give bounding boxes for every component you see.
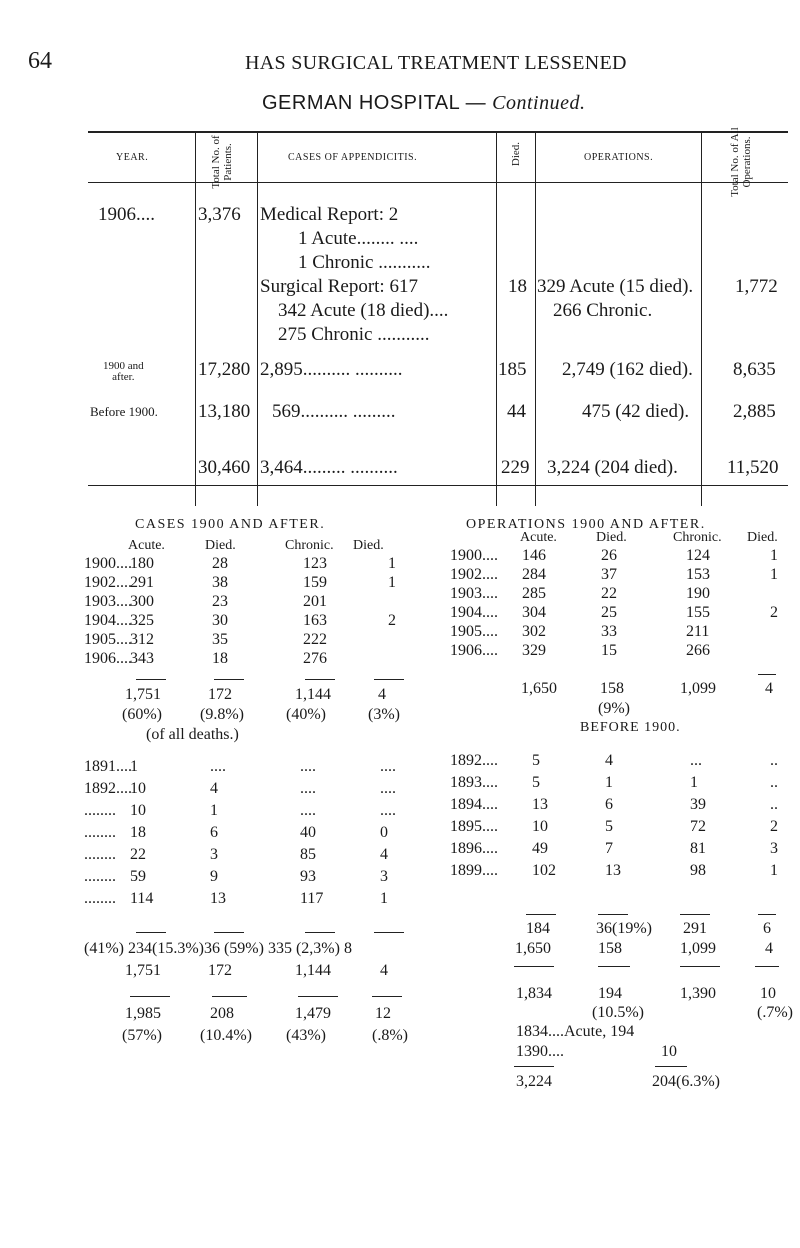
- row-year-line: 1900 and: [103, 360, 144, 372]
- header-operations: OPERATIONS.: [584, 152, 654, 163]
- table-head-rule: [88, 182, 788, 183]
- table-cell: 10: [130, 802, 146, 819]
- row-year: 1892....: [84, 780, 132, 797]
- table-cell: 312: [130, 631, 154, 648]
- rule: [514, 966, 554, 967]
- table-cell: 285: [522, 585, 546, 602]
- left-title: CASES 1900 AND AFTER.: [135, 517, 326, 532]
- left-total-died: 172: [208, 686, 232, 703]
- table-cell: 59: [130, 868, 146, 885]
- right-total-died: 158: [600, 680, 624, 697]
- table-cell: 30: [212, 612, 228, 629]
- table-cell: 7: [605, 840, 613, 857]
- cell-case-line: Surgical Report: 617: [260, 276, 418, 297]
- left-pct: (9.8%): [200, 706, 244, 723]
- table-mid-rule: [88, 485, 788, 486]
- rule: [372, 996, 402, 997]
- cell-ops-total: 3,224 (204 died).: [547, 457, 678, 478]
- left-sum4: (43%): [286, 1027, 326, 1044]
- cell-patients: 17,280: [198, 359, 251, 380]
- table-cell: 146: [522, 547, 546, 564]
- table-cell: 117: [300, 890, 324, 907]
- table-cell: ....: [300, 758, 316, 775]
- right-sum3: 1,834: [516, 985, 552, 1002]
- table-cell: 40: [300, 824, 316, 841]
- table-cell: 4: [210, 780, 218, 797]
- table-cell: 300: [130, 593, 154, 610]
- table-cell: 22: [130, 846, 146, 863]
- table-cell: 18: [130, 824, 146, 841]
- right-sum2: 1,099: [680, 940, 716, 957]
- table-cell: 155: [686, 604, 710, 621]
- cell-cases: 2,895.......... ..........: [260, 359, 403, 380]
- left-sum4: (.8%): [372, 1027, 408, 1044]
- cell-died: 18: [508, 276, 527, 297]
- cell-case-line: 1 Chronic ...........: [298, 252, 431, 273]
- row-year: 1906....: [450, 642, 498, 659]
- rule: [680, 966, 720, 967]
- table-cell: 22: [601, 585, 617, 602]
- right-sum1: 6: [763, 920, 771, 937]
- right-total-acute: 1,650: [521, 680, 557, 697]
- left-sum2: 1,144: [295, 962, 331, 979]
- cell-ops: 475 (42 died).: [582, 401, 690, 422]
- row-year: [103, 361, 144, 383]
- table-cell: 5: [532, 774, 540, 791]
- table-cell: 15: [601, 642, 617, 659]
- right-col-died2: Died.: [747, 530, 778, 545]
- table-cell: 6: [605, 796, 613, 813]
- table-cell: 266: [686, 642, 710, 659]
- row-year: 1904....: [450, 604, 498, 621]
- table-cell: 302: [522, 623, 546, 640]
- table-cell: 343: [130, 650, 154, 667]
- row-year: 1899....: [450, 862, 498, 879]
- table-cell: 10: [130, 780, 146, 797]
- left-col-chronic: Chronic.: [285, 538, 334, 553]
- rule: [130, 996, 170, 997]
- rule: [374, 932, 404, 933]
- left-sum3: 1,479: [295, 1005, 331, 1022]
- cell-ops: 2,749 (162 died).: [562, 359, 693, 380]
- left-sum3: 1,985: [125, 1005, 161, 1022]
- table-cell: 276: [303, 650, 327, 667]
- subtitle-main: GERMAN HOSPITAL —: [262, 92, 493, 114]
- cell-total: 1,772: [735, 276, 778, 297]
- table-cell: 6: [210, 824, 218, 841]
- left-sum3: 208: [210, 1005, 234, 1022]
- cell-ops: 329 Acute (15 died).: [537, 276, 694, 297]
- left-sum2: 4: [380, 962, 388, 979]
- row-year: 1906....: [98, 204, 155, 225]
- left-sum2: 1,751: [125, 962, 161, 979]
- table-cell: 33: [601, 623, 617, 640]
- table-cell: 5: [605, 818, 613, 835]
- row-year: 1904....: [84, 612, 132, 629]
- cell-died-total: 229: [501, 457, 530, 478]
- table-cell: ....: [380, 780, 396, 797]
- right-title: OPERATIONS 1900 AND AFTER.: [466, 517, 706, 532]
- right-sum3b: (10.5%): [592, 1004, 644, 1021]
- left-pct: (3%): [368, 706, 400, 723]
- left-col-acute: Acute.: [128, 538, 165, 553]
- cell-case-line: Medical Report: 2: [260, 204, 399, 225]
- left-total-died2: 4: [378, 686, 386, 703]
- rule: [514, 1066, 554, 1067]
- table-cell: 1: [130, 758, 138, 775]
- left-sum2: 172: [208, 962, 232, 979]
- table-cell: ....: [300, 802, 316, 819]
- row-year: 1900....: [84, 555, 132, 572]
- table-cell: 1: [388, 555, 396, 572]
- right-sum3: 194: [598, 985, 622, 1002]
- right-before-heading: BEFORE 1900.: [580, 720, 681, 735]
- row-year: 1905....: [84, 631, 132, 648]
- table-cell: 124: [686, 547, 710, 564]
- row-year: 1902....: [84, 574, 132, 591]
- table-cell: 1: [690, 774, 698, 791]
- table-cell: 81: [690, 840, 706, 857]
- page-number: 64: [28, 48, 52, 74]
- rule: [526, 914, 556, 915]
- table-cell: 35: [212, 631, 228, 648]
- table-cell: 190: [686, 585, 710, 602]
- row-year: 1894....: [450, 796, 498, 813]
- table-cell: 5: [532, 752, 540, 769]
- table-cell: 10: [532, 818, 548, 835]
- table-cell: 23: [212, 593, 228, 610]
- table-cell: 9: [210, 868, 218, 885]
- rule: [655, 1066, 687, 1067]
- right-sum3b: (.7%): [757, 1004, 793, 1021]
- table-cell: ..: [770, 774, 778, 791]
- table-cell: 329: [522, 642, 546, 659]
- table-cell: 1: [770, 566, 778, 583]
- right-col-chronic: Chronic.: [673, 530, 722, 545]
- row-year: ........: [84, 890, 116, 907]
- header-total-ops: Total No. of All Operations.: [729, 127, 753, 197]
- header-appendicitis: CASES OF APPENDICITIS.: [288, 152, 418, 163]
- rule: [298, 996, 338, 997]
- table-cell: 13: [532, 796, 548, 813]
- left-note: (of all deaths.): [146, 726, 239, 743]
- rule: [758, 914, 776, 915]
- table-cell: 1: [770, 862, 778, 879]
- left-sum4: (57%): [122, 1027, 162, 1044]
- table-cell: 1: [770, 547, 778, 564]
- row-year: 1906....: [84, 650, 132, 667]
- table-cell: 2: [770, 818, 778, 835]
- table-cell: 211: [686, 623, 710, 640]
- table-subtitle: [262, 92, 586, 115]
- table-cell: ....: [380, 758, 396, 775]
- table-cell: 37: [601, 566, 617, 583]
- row-year: ........: [84, 846, 116, 863]
- right-col-acute: Acute.: [520, 530, 557, 545]
- table-cell: 180: [130, 555, 154, 572]
- cell-patients: 13,180: [198, 401, 251, 422]
- right-sum2: 4: [765, 940, 773, 957]
- table-cell: 123: [303, 555, 327, 572]
- rule: [214, 932, 244, 933]
- cell-total: 2,885: [733, 401, 776, 422]
- cell-total: 8,635: [733, 359, 776, 380]
- table-cell: 201: [303, 593, 327, 610]
- left-col-died: Died.: [205, 538, 236, 553]
- table-cell: 72: [690, 818, 706, 835]
- right-acute-line: 1834....Acute, 194: [516, 1023, 635, 1040]
- row-year: ........: [84, 802, 116, 819]
- table-cell: 102: [532, 862, 556, 879]
- cell-patients-total: 30,460: [198, 457, 251, 478]
- table-cell: 1: [380, 890, 388, 907]
- cell-ops: 266 Chronic.: [553, 300, 653, 321]
- rule: [136, 932, 166, 933]
- table-cell: ....: [380, 802, 396, 819]
- right-10: 10: [661, 1043, 677, 1060]
- table-cell: 3: [210, 846, 218, 863]
- row-year: ........: [84, 868, 116, 885]
- table-cell: 3: [380, 868, 388, 885]
- right-sum1: 184: [526, 920, 550, 937]
- left-pct: (60%): [122, 706, 162, 723]
- table-cell: 1: [210, 802, 218, 819]
- left-sum4: (10.4%): [200, 1027, 252, 1044]
- col-divider: [535, 131, 536, 506]
- table-cell: 93: [300, 868, 316, 885]
- table-cell: ....: [300, 780, 316, 797]
- left-sum-line: (41%) 234(15.3%)36 (59%) 335 (2,3%) 8: [84, 940, 352, 957]
- right-sum2: 1,650: [515, 940, 551, 957]
- cell-cases: 569.......... .........: [272, 401, 396, 422]
- right-sum3: 10: [760, 985, 776, 1002]
- right-total-chronic: 1,099: [680, 680, 716, 697]
- table-cell: 163: [303, 612, 327, 629]
- right-1390-line: 1390....: [516, 1043, 564, 1060]
- cell-cases-total: 3,464......... ..........: [260, 457, 398, 478]
- right-final: 3,224: [516, 1073, 552, 1090]
- row-year: Before 1900.: [90, 404, 158, 419]
- rule: [214, 679, 244, 680]
- table-cell: 85: [300, 846, 316, 863]
- table-cell: 49: [532, 840, 548, 857]
- table-cell: 284: [522, 566, 546, 583]
- left-total-acute: 1,751: [125, 686, 161, 703]
- table-cell: 26: [601, 547, 617, 564]
- cell-case-line: 275 Chronic ...........: [278, 324, 430, 345]
- cell-case-line: 1 Acute........ ....: [298, 228, 419, 249]
- left-pct: (40%): [286, 706, 326, 723]
- row-year: 1895....: [450, 818, 498, 835]
- right-col-died: Died.: [596, 530, 627, 545]
- rule: [212, 996, 247, 997]
- table-top-rule: [88, 131, 788, 133]
- table-cell: 4: [605, 752, 613, 769]
- table-cell: 39: [690, 796, 706, 813]
- table-cell: 3: [770, 840, 778, 857]
- row-year: 1896....: [450, 840, 498, 857]
- rule: [305, 679, 335, 680]
- table-cell: ..: [770, 796, 778, 813]
- table-cell: 114: [130, 890, 154, 907]
- table-cell: ...: [690, 752, 702, 769]
- subtitle-continued: Continued.: [492, 92, 586, 114]
- table-cell: 2: [770, 604, 778, 621]
- rule: [598, 966, 630, 967]
- row-year: 1903....: [450, 585, 498, 602]
- cell-patients: 3,376: [198, 204, 241, 225]
- table-cell: 291: [130, 574, 154, 591]
- right-sum1: 291: [683, 920, 707, 937]
- left-total-chronic: 1,144: [295, 686, 331, 703]
- table-cell: 13: [210, 890, 226, 907]
- table-cell: 1: [388, 574, 396, 591]
- right-pct: (9%): [598, 700, 630, 717]
- table-cell: 222: [303, 631, 327, 648]
- right-final: 204(6.3%): [652, 1073, 720, 1090]
- rule: [680, 914, 710, 915]
- header-patients: Total No. of Patients.: [210, 135, 234, 189]
- row-year: 1903....: [84, 593, 132, 610]
- row-year: 1893....: [450, 774, 498, 791]
- table-cell: ..: [770, 752, 778, 769]
- rule: [136, 679, 166, 680]
- table-cell: 98: [690, 862, 706, 879]
- header-died: Died.: [510, 141, 522, 167]
- rule: [374, 679, 404, 680]
- col-divider: [195, 131, 196, 506]
- right-sum2: 158: [598, 940, 622, 957]
- table-cell: 13: [605, 862, 621, 879]
- right-sum3: 1,390: [680, 985, 716, 1002]
- cell-total-total: 11,520: [727, 457, 779, 478]
- table-cell: 4: [380, 846, 388, 863]
- row-year: 1905....: [450, 623, 498, 640]
- col-divider: [701, 131, 702, 506]
- header-year: YEAR.: [116, 152, 149, 163]
- table-cell: 2: [388, 612, 396, 629]
- table-cell: 18: [212, 650, 228, 667]
- cell-died: 185: [498, 359, 527, 380]
- rule: [755, 966, 779, 967]
- table-cell: 304: [522, 604, 546, 621]
- page-title: HAS SURGICAL TREATMENT LESSENED: [245, 52, 627, 74]
- rule: [598, 914, 628, 915]
- table-cell: 153: [686, 566, 710, 583]
- row-year: ........: [84, 824, 116, 841]
- rule: [758, 674, 776, 675]
- table-cell: 28: [212, 555, 228, 572]
- col-divider: [496, 131, 497, 506]
- table-cell: 25: [601, 604, 617, 621]
- row-year: 1902....: [450, 566, 498, 583]
- cell-died: 44: [507, 401, 526, 422]
- rule: [305, 932, 335, 933]
- left-col-died2: Died.: [353, 538, 384, 553]
- right-sum1: 36(19%): [596, 920, 652, 937]
- col-divider: [257, 131, 258, 506]
- table-cell: ....: [210, 758, 226, 775]
- table-cell: 0: [380, 824, 388, 841]
- row-year: 1892....: [450, 752, 498, 769]
- row-year: 1891....: [84, 758, 132, 775]
- cell-case-line: 342 Acute (18 died)....: [278, 300, 449, 321]
- table-cell: 1: [605, 774, 613, 791]
- table-cell: 38: [212, 574, 228, 591]
- table-cell: 159: [303, 574, 327, 591]
- left-sum3: 12: [375, 1005, 391, 1022]
- row-year: 1900....: [450, 547, 498, 564]
- table-cell: 325: [130, 612, 154, 629]
- row-year-line: after.: [112, 371, 135, 383]
- right-total-died2: 4: [765, 680, 773, 697]
